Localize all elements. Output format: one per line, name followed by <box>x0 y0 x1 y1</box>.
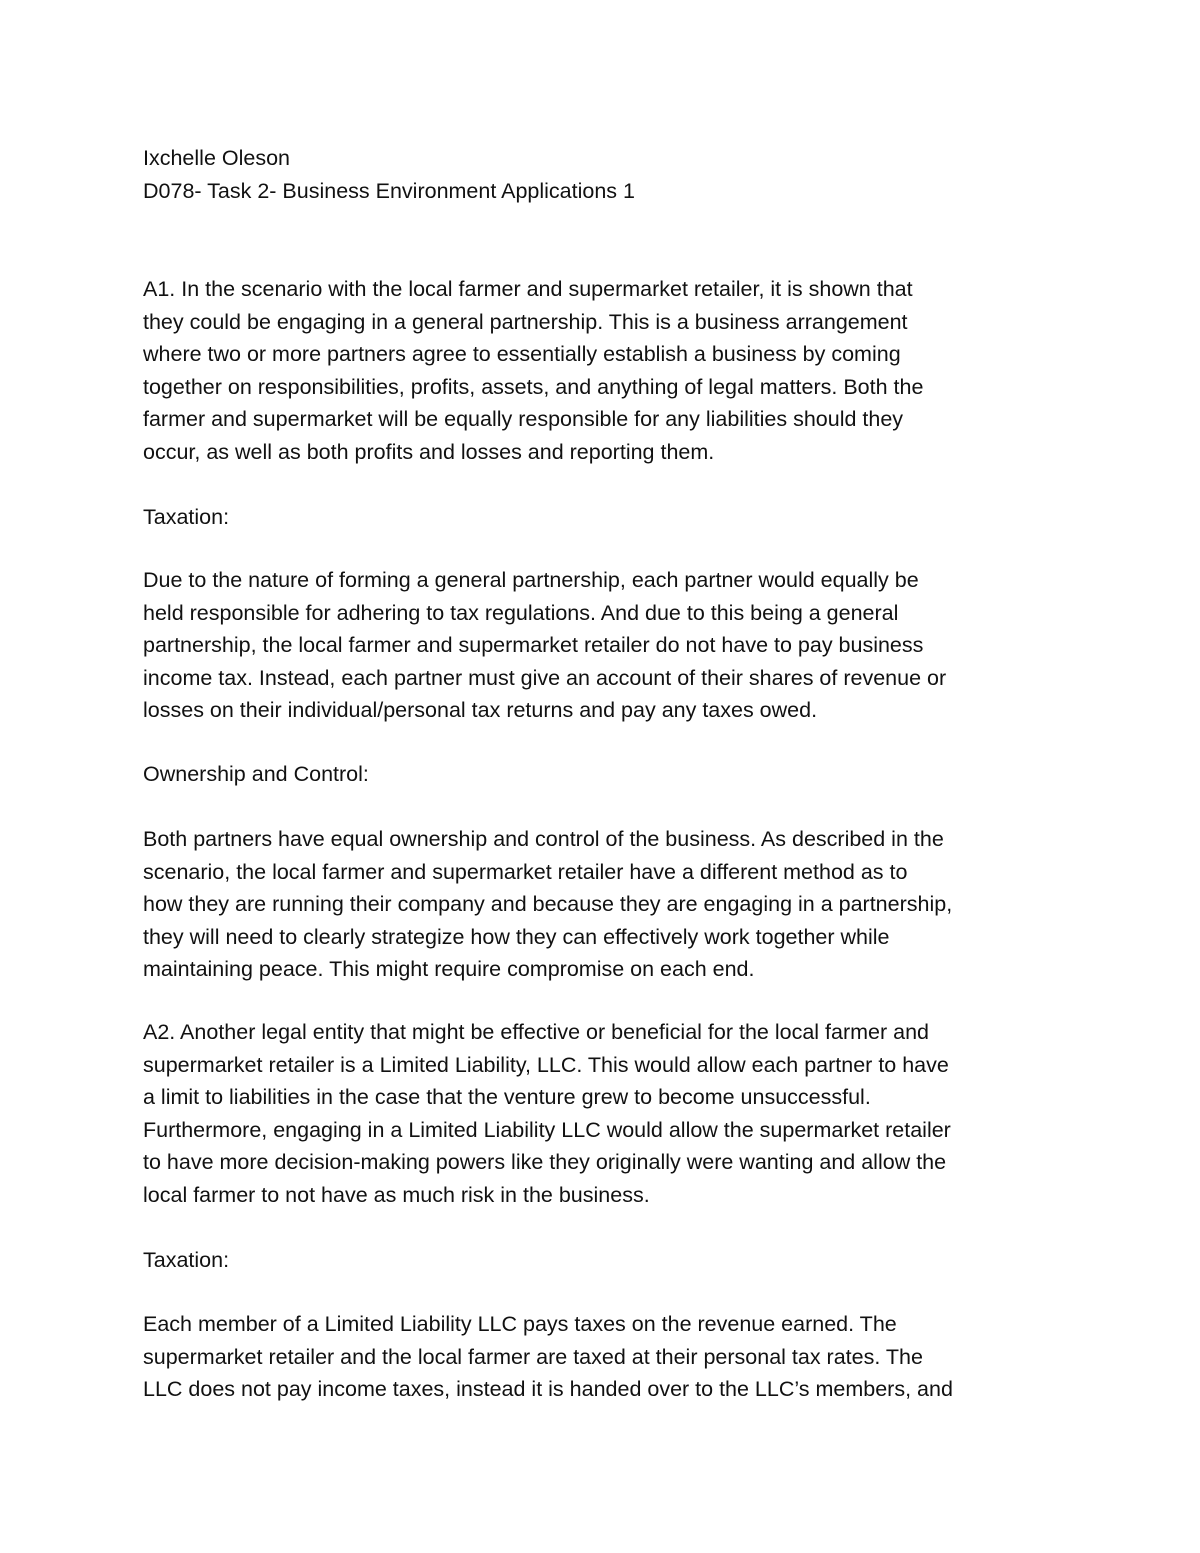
heading-taxation-llc <box>143 1244 1143 1277</box>
heading-taxation <box>143 501 1143 534</box>
text-line: A2. Another legal entity that might be effective or beneficial for the local farmer and <box>143 1020 929 1044</box>
text-line: Each member of a Limited Liability LLC pays taxes on the revenue earned. The <box>143 1312 897 1336</box>
text-line: scenario, the local farmer and supermarket retailer have a different method as to <box>143 859 908 884</box>
text-line: how they are running their company and because they are engaging in a partnership, <box>143 892 953 916</box>
text-line: a limit to liabilities in the case that the venture grew to become unsuccessful. <box>143 1085 871 1109</box>
paragraph-taxation-llc <box>143 1308 1143 1406</box>
text-line: where two or more partners agree to essentially establish a business by coming <box>143 342 901 366</box>
text-line: maintaining peace. This might require compromise on each end. <box>143 957 755 981</box>
text-line: partnership, the local farmer and supermarket retailer do not have to pay business <box>143 633 924 657</box>
text-line: D078- Task 2- Business Environment Applications 1 <box>143 178 635 203</box>
text-line: Ixchelle Oleson <box>143 146 290 170</box>
text-line: they could be engaging in a general partnership. This is a business arrangement <box>143 309 908 334</box>
text-line: Furthermore, engaging in a Limited Liability LLC would allow the supermarket retailer <box>143 1117 951 1142</box>
document-header <box>143 142 1143 207</box>
text-line: Taxation: <box>143 1248 230 1272</box>
text-line: together on responsibilities, profits, assets, and anything of legal matters. Both the <box>143 374 924 399</box>
text-line: Due to the nature of forming a general partnership, each partner would equally be <box>143 568 919 592</box>
text-line: income tax. Instead, each partner must give an account of their shares of revenue or <box>143 665 947 690</box>
heading-ownership-control <box>143 758 1143 791</box>
text-line: Taxation: <box>143 505 230 529</box>
text-line: held responsible for adhering to tax regulations. And due to this being a general <box>143 600 899 625</box>
text-line: occur, as well as both profits and losses and reporting them. <box>143 439 715 464</box>
text-line: losses on their individual/personal tax returns and pay any taxes owed. <box>143 698 818 722</box>
text-line: they will need to clearly strategize how they can effectively work together while <box>143 924 890 949</box>
paragraph-ownership <box>143 823 1143 986</box>
paragraph-a1 <box>143 273 1143 468</box>
paragraph-taxation-partnership <box>143 564 1143 727</box>
text-line: farmer and supermarket will be equally responsible for any liabilities should they <box>143 407 904 431</box>
text-line: Ownership and Control: <box>143 762 369 786</box>
text-line: to have more decision-making powers like they originally were wanting and allow the <box>143 1150 947 1174</box>
text-line: LLC does not pay income taxes, instead it is handed over to the LLC’s members, and <box>143 1377 953 1401</box>
text-line: local farmer to not have as much risk in the business. <box>143 1182 650 1207</box>
paragraph-a2 <box>143 1016 1143 1211</box>
text-line: A1. In the scenario with the local farmer and supermarket retailer, it is shown that <box>143 277 913 301</box>
text-line: supermarket retailer and the local farmer are taxed at their personal tax rates. The <box>143 1344 923 1369</box>
text-line: supermarket retailer is a Limited Liability, LLC. This would allow each partner to have <box>143 1052 949 1077</box>
text-line: Both partners have equal ownership and control of the business. As described in the <box>143 827 944 851</box>
